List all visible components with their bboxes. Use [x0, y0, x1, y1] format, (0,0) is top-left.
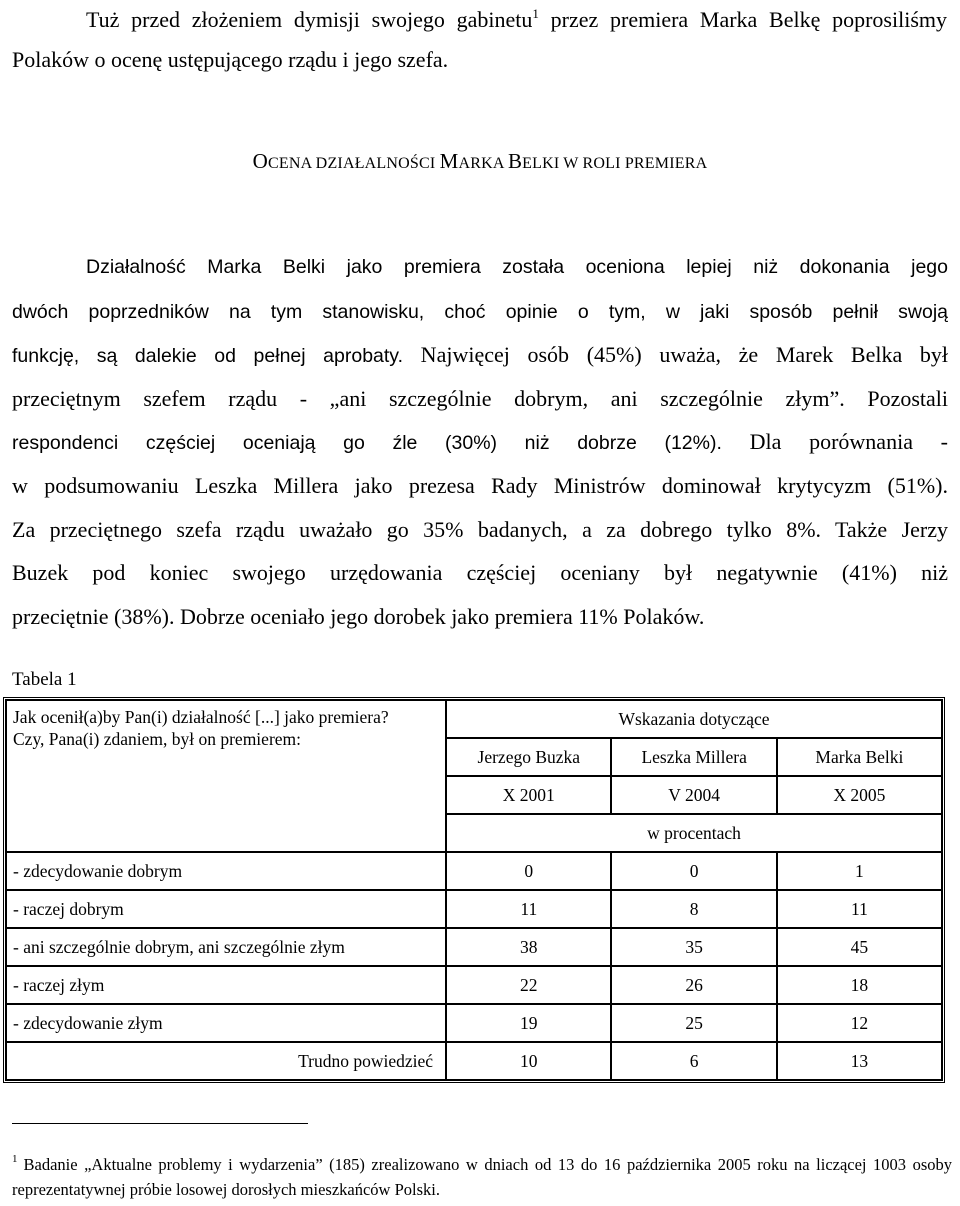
cell-value: 10	[446, 1042, 611, 1080]
group-header: Wskazania dotyczące	[446, 700, 942, 738]
body-line: Działalność Marka Belki jako premiera została oceniona lepiej niż dokonania jego	[86, 256, 948, 278]
cell-value: 11	[446, 890, 611, 928]
cell-value: 12	[777, 1004, 942, 1042]
cell-value: 0	[446, 852, 611, 890]
footnote-number: 1	[12, 1153, 18, 1165]
unit-header: w procentach	[446, 814, 942, 852]
body-line: respondenci częściej oceniają go źle (30%) niż dobrze (12%). Dla porównania -	[12, 429, 948, 455]
footnote-separator	[12, 1123, 308, 1124]
cell-value: 18	[777, 966, 942, 1004]
cell-value: 26	[611, 966, 776, 1004]
intro-text-start: Tuż przed złożeniem dymisji swojego gabinetu	[86, 7, 533, 32]
intro-text-end: przez premiera Marka Belkę poprosiliśmy Polaków o ocenę ustępującego rządu i jego szefa.	[12, 7, 947, 72]
section-title: OCENA DZIAŁALNOŚCI MARKA BELKI W ROLI PREMIERA	[252, 149, 708, 173]
row-label: - raczej złym	[6, 966, 446, 1004]
row-label: Trudno powiedzieć	[6, 1042, 446, 1080]
question-cell	[6, 700, 446, 852]
footnote	[12, 1152, 952, 1202]
cell-value: 35	[611, 928, 776, 966]
row-label: - zdecydowanie dobrym	[6, 852, 446, 890]
cell-value: 6	[611, 1042, 776, 1080]
date-header: X 2001	[446, 776, 611, 814]
cell-value: 13	[777, 1042, 942, 1080]
table-row	[6, 890, 942, 928]
cell-value: 45	[777, 928, 942, 966]
table-row	[6, 852, 942, 890]
column-header: Leszka Millera	[611, 738, 776, 776]
table-row	[6, 1042, 942, 1080]
body-line: w podsumowaniu Leszka Millera jako prezesa Rady Ministrów dominował krytycyzm (51%).	[12, 472, 948, 498]
row-label: - zdecydowanie złym	[6, 1004, 446, 1042]
table-row	[6, 1004, 942, 1042]
footnote-reference[interactable]: 1	[532, 6, 539, 21]
cell-value: 1	[777, 852, 942, 890]
body-line: przeciętnym szefem rządu - „ani szczególnie dobrym, ani szczególnie złym”. Pozostali	[12, 385, 948, 411]
row-label: - raczej dobrym	[6, 890, 446, 928]
results-table	[3, 697, 945, 1083]
column-header: Jerzego Buzka	[446, 738, 611, 776]
cell-value: 0	[611, 852, 776, 890]
intro-paragraph	[12, 0, 947, 80]
cell-value: 25	[611, 1004, 776, 1042]
footnote-text: Badanie „Aktualne problemy i wydarzenia” (185) zrealizowano w dniach od 13 do 16 października 2005 roku na liczącej 1003 osoby reprezentatywnej próbie losowej dorosłych mieszkańców Polski.	[12, 1155, 952, 1199]
body-line: dwóch poprzedników na tym stanowisku, choć opinie o tym, w jaki sposób pełnił swoją	[12, 300, 948, 323]
cell-value: 11	[777, 890, 942, 928]
question-line: Czy, Pana(i) zdaniem, był on premierem:	[13, 729, 302, 749]
body-line: przeciętnie (38%). Dobrze oceniało jego dorobek jako premiera 11% Polaków.	[12, 603, 705, 629]
cell-value: 19	[446, 1004, 611, 1042]
body-paragraph	[12, 246, 948, 638]
date-header: V 2004	[611, 776, 776, 814]
body-line: Za przeciętnego szefa rządu uważało go 35% badanych, a za dobrego tylko 8%. Także Jerzy	[12, 516, 948, 542]
cell-value: 22	[446, 966, 611, 1004]
question-line: Jak ocenił(a)by Pan(i) działalność [...] jako premiera?	[13, 707, 389, 727]
body-line: Buzek pod koniec swojego urzędowania częściej oceniany był negatywnie (41%) niż	[12, 560, 948, 586]
table-caption: Tabela 1	[12, 669, 77, 690]
table-row	[6, 928, 942, 966]
table-row	[6, 966, 942, 1004]
cell-value: 38	[446, 928, 611, 966]
column-header: Marka Belki	[777, 738, 942, 776]
date-header: X 2005	[777, 776, 942, 814]
cell-value: 8	[611, 890, 776, 928]
body-line: funkcję, są dalekie od pełnej aprobaty. Najwięcej osób (45%) uważa, że Marek Belka był	[12, 342, 948, 368]
row-label: - ani szczególnie dobrym, ani szczególnie złym	[6, 928, 446, 966]
